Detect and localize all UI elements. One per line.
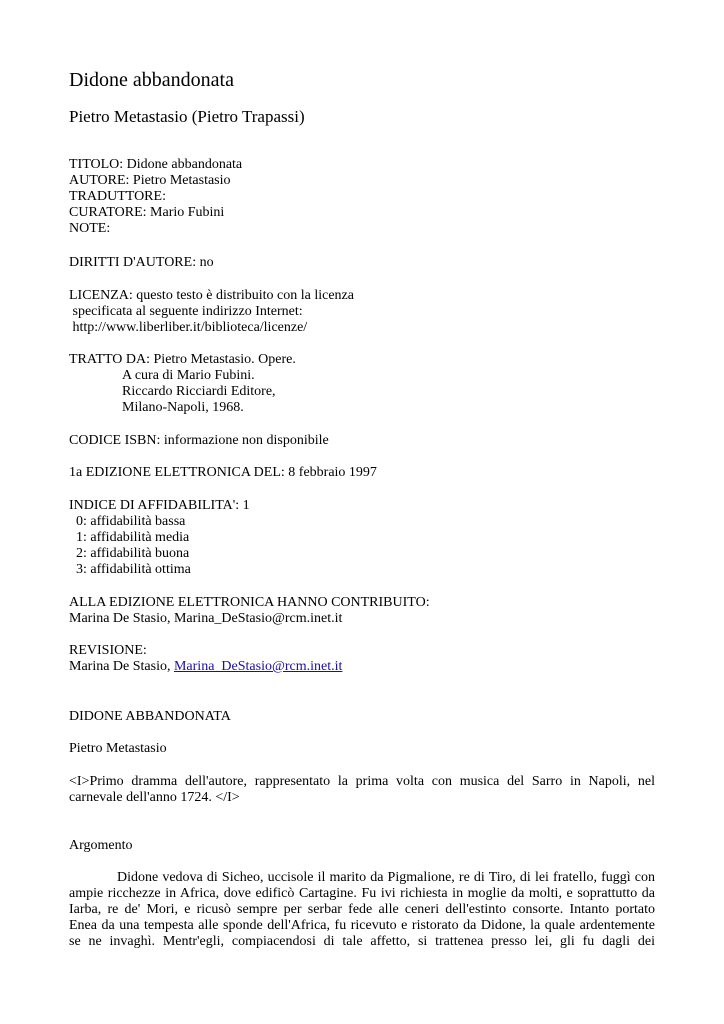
edizione-line: 1a EDIZIONE ELETTRONICA DEL: 8 febbraio 1997	[69, 465, 377, 480]
tratto-da-luogo: Milano-Napoli, 1968.	[122, 400, 244, 415]
argomento-heading-text: Argomento	[69, 838, 133, 853]
intro-paragraph	[69, 774, 655, 806]
revisione-email-link[interactable]: Marina_DeStasio@rcm.inet.it	[173, 659, 343, 674]
argomento-paragraph	[69, 870, 655, 950]
edizione-block	[69, 465, 655, 481]
tratto-da-line: TRATTO DA: Pietro Metastasio. Opere.	[69, 352, 296, 367]
tratto-da-block	[69, 352, 655, 416]
argomento-line-1: Didone vedova di Sicheo, uccisole il marito da Pigmalione, re di Tiro, di lei fratello, fuggì con	[117, 870, 655, 885]
licenza-line-2: specificata al seguente indirizzo Internet:	[69, 304, 303, 319]
contributi-line: Marina De Stasio, Marina_DeStasio@rcm.inet.it	[69, 611, 343, 626]
revisione-heading: REVISIONE:	[69, 643, 147, 658]
contributi-block	[69, 595, 655, 627]
diritti-block	[69, 255, 655, 271]
argomento-heading	[69, 838, 655, 854]
meta-curatore: CURATORE: Mario Fubini	[69, 205, 225, 220]
affidabilita-0: 0: affidabilità bassa	[69, 514, 186, 529]
document-title: Didone abbandonata	[69, 69, 234, 91]
meta-autore: AUTORE: Pietro Metastasio	[69, 173, 231, 188]
argomento-line-3: Iarba, re de' Mori, e ricusò sempre per serbar fede alle ceneri dell'estinto consorte. Intanto portato	[69, 902, 655, 917]
contributi-heading: ALLA EDIZIONE ELETTRONICA HANNO CONTRIBUITO:	[69, 595, 430, 610]
argomento-line-5: se ne invaghì. Mentr'egli, compiacendosi di tale affetto, si trattenea presso lei, gli fu dagli dei	[69, 934, 655, 949]
document-author: Pietro Metastasio (Pietro Trapassi)	[69, 107, 305, 126]
meta-note: NOTE:	[69, 221, 111, 236]
affidabilita-2: 2: affidabilità buona	[69, 546, 190, 561]
metadata-block	[69, 157, 655, 237]
isbn-block	[69, 433, 655, 449]
revisione-line	[69, 659, 655, 675]
licenza-line-3: http://www.liberliber.it/biblioteca/licenze/	[69, 320, 308, 335]
argomento-line-2: ampie ricchezze in Africa, dove edificò Cartagine. Fu ivi richiesta in moglie da molti, e soprattutto da	[69, 886, 655, 901]
licenza-block	[69, 288, 655, 336]
tratto-da-editore: Riccardo Ricciardi Editore,	[122, 384, 276, 399]
work-title	[69, 709, 655, 725]
work-author	[69, 741, 655, 757]
affidabilita-heading: INDICE DI AFFIDABILITA': 1	[69, 498, 250, 513]
isbn-line: CODICE ISBN: informazione non disponibile	[69, 433, 329, 448]
revisione-block	[69, 643, 655, 675]
tratto-da-curatore: A cura di Mario Fubini.	[122, 368, 255, 383]
argomento-line-4: Enea da una tempesta alle sponde dell'Africa, fu ricevuto e ristorato da Didone, la quale ardentemente	[69, 918, 655, 933]
meta-traduttore: TRADUTTORE:	[69, 189, 166, 204]
affidabilita-3: 3: affidabilità ottima	[69, 562, 191, 577]
work-author-text: Pietro Metastasio	[69, 741, 167, 756]
affidabilita-1: 1: affidabilità media	[69, 530, 190, 545]
intro-line-1: <I>Primo dramma dell'autore, rappresentato la prima volta con musica del Sarro in Napoli, nel	[69, 774, 655, 789]
revisione-name: Marina De Stasio,	[69, 659, 174, 674]
work-title-text: DIDONE ABBANDONATA	[69, 709, 231, 724]
meta-titolo: TITOLO: Didone abbandonata	[69, 157, 243, 172]
affidabilita-block	[69, 498, 655, 578]
intro-line-2: carnevale dell'anno 1724. </I>	[69, 790, 240, 805]
licenza-line-1: LICENZA: questo testo è distribuito con la licenza	[69, 288, 354, 303]
diritti-line: DIRITTI D'AUTORE: no	[69, 255, 214, 270]
